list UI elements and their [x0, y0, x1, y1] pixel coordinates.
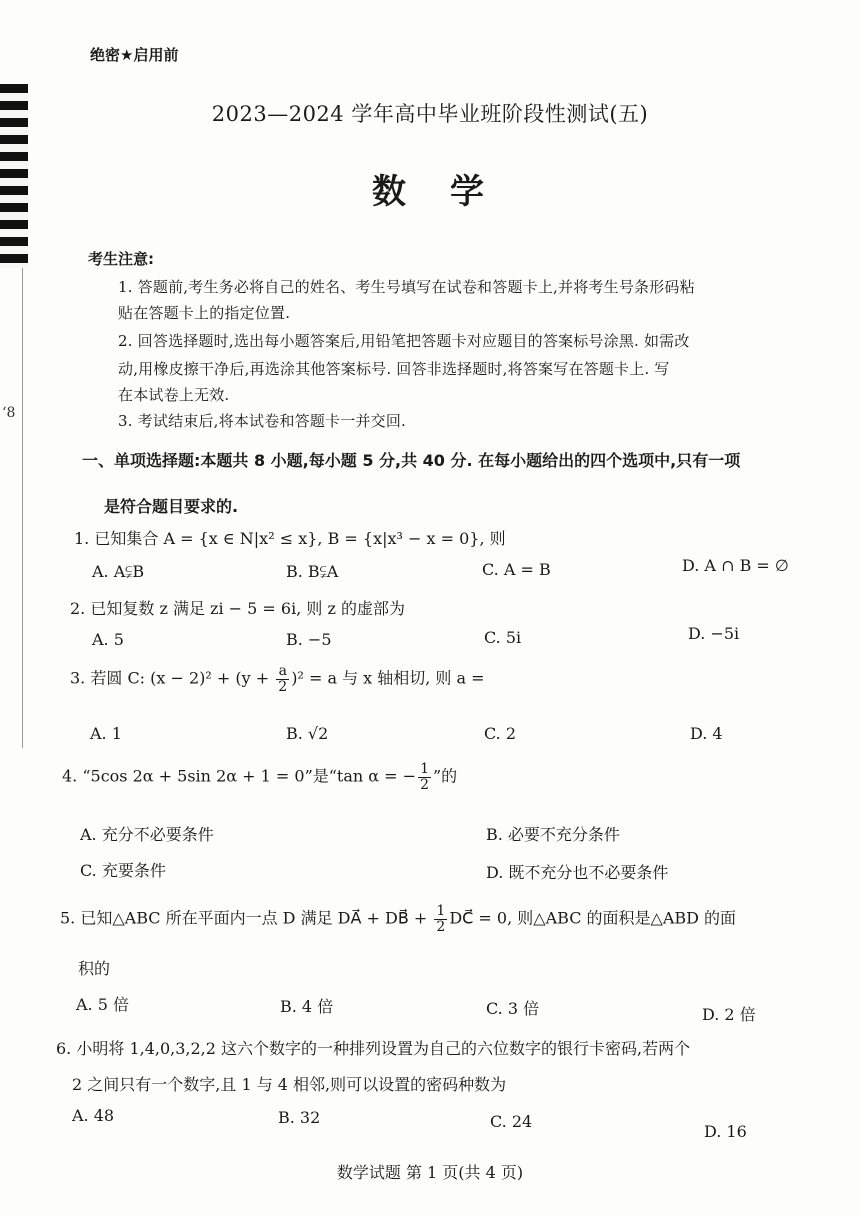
fraction-numerator: a [276, 664, 289, 680]
stem-text: ”的 [433, 766, 458, 786]
notice-line: 在本试卷上无效. [118, 386, 230, 404]
notice-line: 贴在答题卡上的指定位置. [118, 304, 291, 322]
option-a: A. A⫋B [92, 562, 145, 581]
option-d: D. 2 倍 [702, 1005, 756, 1024]
section-heading: 一、单项选择题:本题共 8 小题,每小题 5 分,共 40 分. 在每小题给出的四个选项中,只有一项 [82, 451, 741, 470]
stem-text: )² = a 与 x 轴相切, 则 a = [291, 668, 485, 688]
option-c: C. 充要条件 [80, 861, 166, 880]
fraction-denominator: 2 [436, 918, 446, 935]
stem-text: 4. “5cos 2α + 5sin 2α + 1 = 0”是“tan α = − [62, 766, 417, 786]
stem-text: 5. 已知△ABC 所在平面内一点 D 满足 DA⃗ + DB⃗ + [60, 908, 433, 928]
option-a: A. 充分不必要条件 [80, 825, 214, 844]
notice-line: 3. 考试结束后,将本试卷和答题卡一并交回. [118, 412, 407, 430]
fraction-denominator: 2 [278, 678, 288, 695]
fraction-numerator: 1 [436, 903, 446, 919]
question-stem: 1. 已知集合 A = {x ∈ N|x² ≤ x}, B = {x|x³ − x = 0}, 则 [74, 529, 506, 548]
question-stem [60, 904, 736, 934]
fraction [434, 904, 447, 934]
option-b: B. 32 [278, 1108, 321, 1127]
fraction-numerator: 1 [420, 761, 429, 777]
question-stem-cont: 2 之间只有一个数字,且 1 与 4 相邻,则可以设置的密码种数为 [72, 1075, 507, 1094]
option-a: A. 1 [90, 724, 122, 743]
option-c: C. 3 倍 [486, 999, 540, 1018]
option-c: C. 5i [484, 628, 522, 647]
notice-line: 2. 回答选择题时,选出每小题答案后,用铅笔把答题卡对应题目的答案标号涂黑. 如需改 [118, 332, 690, 350]
option-d: D. 4 [690, 724, 723, 743]
fraction [276, 664, 289, 694]
option-c: C. A = B [482, 560, 551, 579]
option-b: B. B⫋A [286, 562, 339, 581]
page-footer: 数学试题 第 1 页(共 4 页) [336, 1163, 524, 1182]
option-d: D. 16 [704, 1122, 747, 1141]
exam-title: 2023—2024 学年高中毕业班阶段性测试(五) [211, 102, 649, 126]
stem-text: 3. 若圆 C: (x − 2)² + (y + [70, 668, 275, 688]
fraction-denominator: 2 [420, 776, 429, 793]
option-a: A. 5 倍 [76, 995, 129, 1014]
option-d: D. 既不充分也不必要条件 [486, 863, 669, 882]
confidential-label: 绝密★启用前 [90, 46, 179, 64]
option-b: B. 必要不充分条件 [486, 825, 620, 844]
binding-line [22, 268, 23, 748]
question-stem [62, 762, 457, 792]
question-stem [70, 664, 485, 694]
option-b: B. √2 [286, 724, 329, 743]
stem-text: DC⃗ = 0, 则△ABC 的面积是△ABD 的面 [449, 908, 737, 928]
notice-heading: 考生注意: [88, 250, 154, 268]
option-b: B. −5 [286, 630, 332, 649]
option-a: A. 48 [72, 1106, 115, 1125]
option-d: D. −5i [688, 624, 740, 643]
fraction [418, 762, 431, 792]
notice-line: 动,用橡皮擦干净后,再选涂其他答案标号. 回答非选择题时,将答案写在答题卡上. 写 [118, 360, 670, 378]
binding-mark: ʻ8 [2, 405, 16, 421]
section-heading-cont: 是符合题目要求的. [104, 497, 239, 516]
option-b: B. 4 倍 [280, 997, 334, 1016]
notice-line: 1. 答题前,考生务必将自己的姓名、考生号填写在试卷和答题卡上,并将考生号条形码粘 [118, 278, 695, 296]
subject-title: 数学 [372, 172, 528, 212]
option-c: C. 2 [484, 724, 517, 743]
option-a: A. 5 [92, 630, 124, 649]
question-stem-cont: 积的 [78, 959, 111, 978]
question-stem: 6. 小明将 1,4,0,3,2,2 这六个数字的一种排列设置为自己的六位数字的银行卡密码,若两个 [56, 1039, 691, 1058]
question-stem: 2. 已知复数 z 满足 zi − 5 = 6i, 则 z 的虚部为 [70, 599, 405, 618]
option-c: C. 24 [490, 1112, 533, 1131]
option-d: D. A ∩ B = ∅ [682, 556, 789, 575]
